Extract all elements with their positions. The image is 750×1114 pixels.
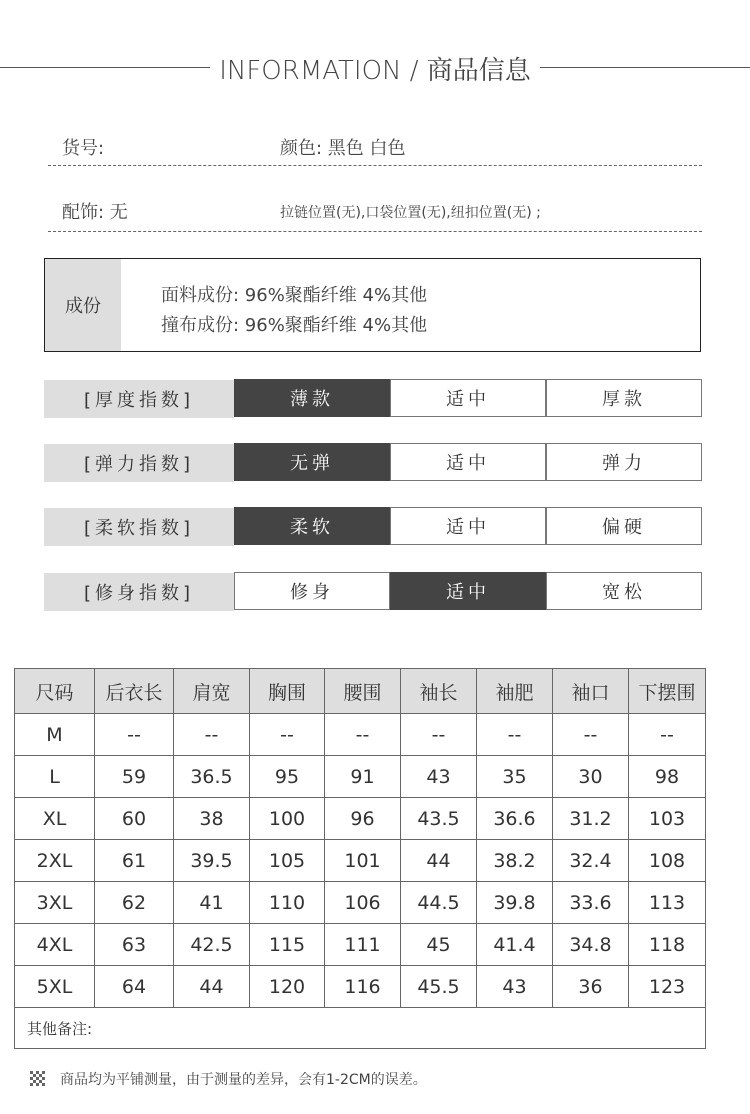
table-cell: 45: [401, 924, 477, 966]
table-row: [15, 966, 706, 1008]
table-cell: 61: [95, 840, 174, 882]
other-notes: 其他备注:: [15, 1008, 706, 1049]
size-table: [14, 668, 706, 1049]
item-number: 货号:: [62, 138, 105, 159]
table-cell: 91: [325, 756, 401, 798]
table-cell: 36.5: [174, 756, 250, 798]
table-cell: 111: [325, 924, 401, 966]
table-cell: 41.4: [477, 924, 553, 966]
index-option: 无弹: [234, 443, 390, 481]
table-row: [15, 924, 706, 966]
table-cell: 43.5: [401, 798, 477, 840]
table-cell: 41: [174, 882, 250, 924]
table-row: [15, 756, 706, 798]
table-cell: 64: [95, 966, 174, 1008]
table-cell: 42.5: [174, 924, 250, 966]
table-cell: --: [477, 714, 553, 756]
table-cell: XL: [15, 798, 95, 840]
table-row: [15, 840, 706, 882]
column-header: 腰围: [325, 669, 401, 714]
table-cell: 120: [250, 966, 325, 1008]
table-row: [15, 714, 706, 756]
table-cell: --: [250, 714, 325, 756]
column-header: 下摆围: [629, 669, 706, 714]
index-option: 厚款: [546, 379, 702, 417]
index-option: 适中: [390, 443, 546, 481]
table-cell: --: [174, 714, 250, 756]
lining-composition: 撞布成份: 96%聚酯纤维 4%其他: [161, 315, 428, 336]
table-cell: 36: [553, 966, 629, 1008]
table-cell: --: [401, 714, 477, 756]
table-cell: L: [15, 756, 95, 798]
index-option: 适中: [390, 572, 546, 610]
table-cell: 113: [629, 882, 706, 924]
table-cell: 110: [250, 882, 325, 924]
index-option: 宽松: [546, 572, 702, 610]
index-label: [弹力指数]: [44, 444, 234, 482]
index-label: [柔软指数]: [44, 508, 234, 546]
table-cell: 106: [325, 882, 401, 924]
table-cell: 63: [95, 924, 174, 966]
table-cell: --: [629, 714, 706, 756]
column-header: 胸围: [250, 669, 325, 714]
column-header: 后衣长: [95, 669, 174, 714]
table-cell: 44.5: [401, 882, 477, 924]
index-option: 偏硬: [546, 507, 702, 545]
table-cell: 100: [250, 798, 325, 840]
table-cell: 30: [553, 756, 629, 798]
index-option: 柔软: [234, 507, 390, 545]
table-cell: --: [325, 714, 401, 756]
measurement-note: [28, 1069, 427, 1089]
table-cell: 116: [325, 966, 401, 1008]
table-cell: 44: [174, 966, 250, 1008]
table-cell: 5XL: [15, 966, 95, 1008]
table-cell: 123: [629, 966, 706, 1008]
table-cell: 2XL: [15, 840, 95, 882]
table-cell: 39.5: [174, 840, 250, 882]
table-note-row: [15, 1008, 706, 1049]
table-cell: 38: [174, 798, 250, 840]
table-cell: 36.6: [477, 798, 553, 840]
table-cell: --: [95, 714, 174, 756]
table-cell: 59: [95, 756, 174, 798]
table-cell: 33.6: [553, 882, 629, 924]
table-cell: 34.8: [553, 924, 629, 966]
column-header: 尺码: [15, 669, 95, 714]
table-cell: 96: [325, 798, 401, 840]
table-cell: 60: [95, 798, 174, 840]
table-cell: 108: [629, 840, 706, 882]
index-option: 适中: [390, 379, 546, 417]
color-info: 颜色: 黑色 白色: [280, 138, 406, 159]
column-header: 袖长: [401, 669, 477, 714]
table-cell: 3XL: [15, 882, 95, 924]
divider: [48, 165, 702, 166]
table-cell: 31.2: [553, 798, 629, 840]
column-header: 肩宽: [174, 669, 250, 714]
index-option: 薄款: [234, 379, 390, 417]
table-cell: 98: [629, 756, 706, 798]
index-label: [修身指数]: [44, 573, 234, 611]
composition-label: 成份: [45, 259, 121, 351]
measurement-note-text: 商品均为平铺测量，由于测量的差异，会有1-2CM的误差。: [60, 1072, 427, 1088]
table-cell: 44: [401, 840, 477, 882]
table-cell: 103: [629, 798, 706, 840]
table-cell: 101: [325, 840, 401, 882]
index-option: 修身: [234, 572, 390, 610]
column-header: 袖口: [553, 669, 629, 714]
accessories-info: 配饰: 无: [62, 202, 128, 223]
index-label: [厚度指数]: [44, 380, 234, 418]
table-cell: 32.4: [553, 840, 629, 882]
table-cell: 35: [477, 756, 553, 798]
table-cell: M: [15, 714, 95, 756]
index-option: 适中: [390, 507, 546, 545]
table-row: [15, 882, 706, 924]
table-cell: 45.5: [401, 966, 477, 1008]
table-cell: 115: [250, 924, 325, 966]
divider: [48, 231, 702, 232]
ruler-icon: [28, 1069, 48, 1089]
table-cell: 38.2: [477, 840, 553, 882]
table-cell: 118: [629, 924, 706, 966]
page-title: INFORMATION / 商品信息: [219, 56, 531, 86]
table-cell: 43: [401, 756, 477, 798]
index-option: 弹力: [546, 443, 702, 481]
table-cell: 43: [477, 966, 553, 1008]
table-cell: --: [553, 714, 629, 756]
table-cell: 105: [250, 840, 325, 882]
positions-info: 拉链位置(无),口袋位置(无),纽扣位置(无) ;: [280, 205, 541, 221]
table-cell: 95: [250, 756, 325, 798]
table-row: [15, 798, 706, 840]
column-header: 袖肥: [477, 669, 553, 714]
table-header-row: [15, 669, 706, 714]
table-cell: 39.8: [477, 882, 553, 924]
table-cell: 4XL: [15, 924, 95, 966]
table-cell: 62: [95, 882, 174, 924]
composition-box: [44, 258, 701, 352]
fabric-composition: 面料成份: 96%聚酯纤维 4%其他: [161, 285, 428, 306]
